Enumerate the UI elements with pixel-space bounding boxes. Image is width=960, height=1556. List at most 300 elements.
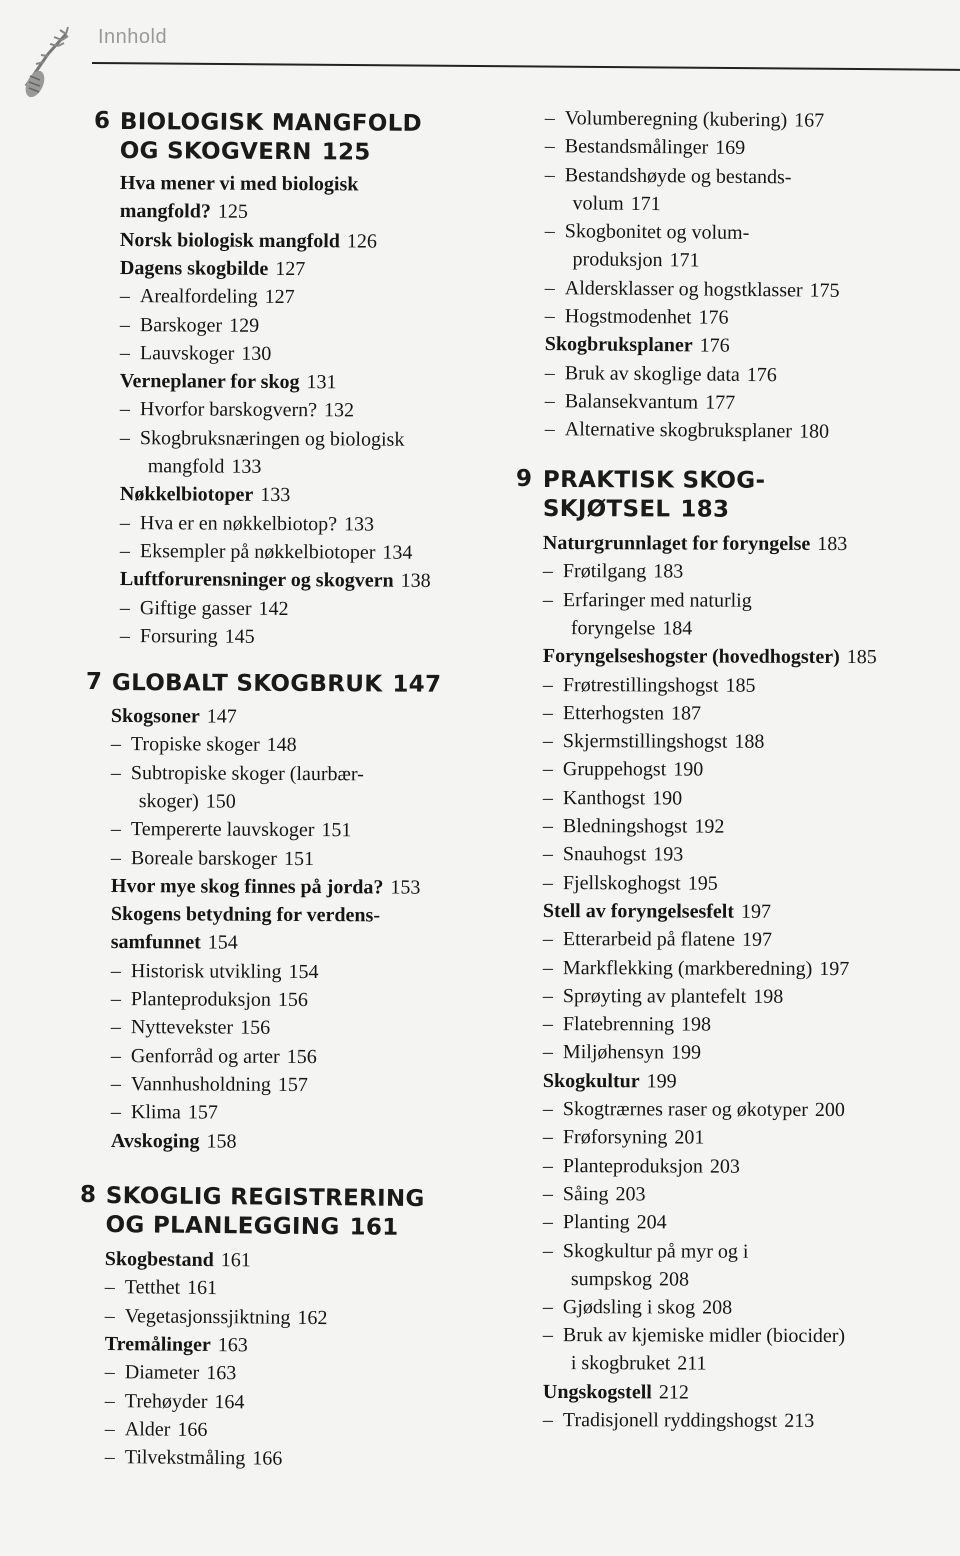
toc-entry[interactable]	[111, 1127, 237, 1156]
entry-page: 171	[630, 192, 661, 216]
toc-entry[interactable]	[111, 900, 380, 958]
entry-page: 148	[266, 734, 297, 757]
toc-subentry[interactable]	[105, 1415, 208, 1444]
dash: –	[544, 135, 555, 158]
chapter-title-text: BIOLOGISK MANGFOLD OG SKOGVERN	[119, 108, 423, 166]
toc-subentry[interactable]	[120, 537, 413, 567]
toc-subentry[interactable]	[105, 1387, 245, 1417]
entry-continuation: produksjon 171	[572, 248, 700, 272]
dash: –	[542, 1154, 553, 1177]
entry-label: Subtropiske skoger (laurbær-	[130, 761, 364, 785]
chapter-title	[543, 466, 766, 525]
chapter-title	[105, 1182, 424, 1243]
entry-page: 151	[283, 847, 315, 870]
toc-subentry[interactable]	[120, 622, 255, 651]
entry-page: 176	[746, 363, 777, 386]
dash: –	[542, 1126, 553, 1149]
entry-label: Tremålinger	[104, 1332, 211, 1356]
entry-page: 154	[288, 960, 319, 983]
entry-label: Bestandshøyde og bestands-	[564, 163, 792, 188]
toc-subentry[interactable]	[545, 387, 736, 417]
entry-label: Kanthogst	[562, 786, 646, 810]
entry-page: 213	[784, 1410, 815, 1433]
toc-entry[interactable]	[120, 367, 337, 397]
entry-label: Diameter	[124, 1361, 200, 1385]
entry-page: 187	[671, 702, 702, 725]
toc-subentry[interactable]	[111, 1013, 270, 1042]
toc-subentry[interactable]	[543, 954, 849, 983]
toc-subentry[interactable]	[105, 1302, 328, 1332]
dash: –	[542, 673, 553, 696]
entry-page: 163	[217, 1333, 248, 1357]
dash: –	[110, 1072, 121, 1095]
entry-label: Tilvekstmåling	[124, 1446, 246, 1470]
entry-page: 180	[798, 420, 830, 444]
entry-label: Fjellskoghogst	[562, 871, 681, 895]
dash: –	[110, 1016, 121, 1039]
entry-label: Skogkultur på myr og i	[562, 1239, 749, 1263]
entry-label: Snauhogst	[562, 843, 647, 866]
entry-page: 199	[646, 1070, 677, 1093]
entry-page: 203	[615, 1183, 646, 1206]
entry-label: Bledningshogst	[562, 815, 688, 838]
entry-label: Foryngelseshogster (hovedhogster)	[542, 645, 840, 669]
entry-label: Nøkkelbiotoper	[119, 483, 254, 507]
entry-label: Gjødsling i skog	[562, 1296, 696, 1319]
entry-page: 158	[206, 1130, 237, 1153]
toc-subentry[interactable]	[544, 217, 749, 276]
chapter-page: 183	[680, 496, 730, 523]
dash: –	[542, 701, 553, 724]
entry-page: 185	[725, 674, 756, 697]
dash: –	[119, 341, 130, 364]
dash: –	[542, 1409, 553, 1432]
entry-page: 156	[286, 1045, 317, 1068]
toc-subentry[interactable]	[543, 784, 682, 813]
entry-page: 199	[671, 1041, 702, 1064]
entry-label: Skogbruksplaner	[544, 333, 693, 357]
entry-page: 133	[344, 512, 375, 536]
entry-page: 166	[252, 1447, 283, 1470]
dash: –	[542, 1013, 553, 1036]
dash: –	[542, 786, 553, 809]
entry-label: Skogsoner	[110, 704, 200, 728]
entry-label: Skogkultur	[542, 1069, 640, 1093]
dash: –	[119, 596, 130, 619]
entry-label: Gruppehogst	[562, 758, 667, 781]
toc-subentry[interactable]	[545, 132, 746, 162]
entry-label: Skogbestand	[104, 1247, 214, 1272]
toc-subentry[interactable]	[111, 844, 314, 873]
entry-label: Erfaringer med naturlig	[562, 588, 752, 612]
entry-label: Alder	[124, 1417, 171, 1441]
dash: –	[544, 361, 555, 384]
entry-page: 193	[653, 843, 684, 866]
dash: –	[119, 398, 130, 421]
entry-page: 197	[742, 928, 773, 951]
entry-page: 195	[687, 872, 718, 895]
toc-subentry[interactable]	[543, 869, 718, 898]
entry-label: Klima	[130, 1101, 181, 1124]
entry-page: 125	[217, 200, 248, 224]
entry-page: 130	[241, 342, 272, 365]
toc-subentry[interactable]	[545, 415, 829, 446]
entry-page: 192	[694, 815, 725, 838]
entry-label: Tradisjonell ryddingshogst	[562, 1409, 778, 1433]
dash: –	[542, 560, 553, 583]
entry-page: 132	[324, 399, 355, 422]
entry-continuation: foryngelse 184	[570, 616, 693, 640]
entry-label: Tetthet	[124, 1276, 181, 1300]
entry-page: 131	[306, 371, 337, 394]
toc-subentry[interactable]	[120, 311, 259, 340]
entry-page: 176	[698, 306, 729, 329]
entry-label: Etterhogsten	[562, 701, 665, 725]
dash: –	[544, 106, 555, 130]
entry-label: Etterarbeid på flatene	[562, 928, 736, 951]
dash: –	[104, 1361, 115, 1384]
toc-entry[interactable]	[120, 565, 431, 595]
toc-subentry[interactable]	[545, 302, 729, 332]
entry-page: 204	[636, 1211, 667, 1234]
entry-label: Verneplaner for skog	[119, 370, 300, 394]
entry-label: Volumberegning (kubering)	[564, 107, 788, 132]
dash: –	[542, 588, 553, 611]
entry-label: Tempererte lauvskoger	[130, 818, 315, 842]
toc-subentry[interactable]	[111, 815, 352, 845]
toc-subentry[interactable]	[543, 1237, 749, 1294]
toc-subentry[interactable]	[120, 339, 272, 368]
entry-page: 126	[346, 229, 378, 253]
dash: –	[119, 511, 130, 534]
toc-entry[interactable]	[545, 330, 730, 360]
toc-subentry[interactable]	[543, 1010, 711, 1039]
toc-entry[interactable]	[543, 642, 877, 671]
dash: –	[542, 1211, 553, 1234]
entry-page: 145	[224, 625, 255, 648]
entry-label: Frøtrestillingshogst	[562, 673, 719, 697]
dash: –	[104, 1446, 115, 1469]
entry-continuation: skoger) 150	[138, 790, 236, 813]
toc-subentry[interactable]	[120, 509, 374, 539]
entry-page: 198	[753, 985, 784, 1008]
chapter-page: 125	[321, 139, 371, 166]
entry-continuation: mangfold? 125	[119, 200, 248, 224]
entry-page: 208	[658, 1268, 690, 1291]
entry-label: Alternative skogbruksplaner	[564, 418, 793, 443]
dash: –	[110, 1044, 121, 1067]
entry-label: Vannhusholdning	[130, 1072, 271, 1096]
toc-subentry[interactable]	[543, 1123, 705, 1152]
dash: –	[119, 539, 130, 562]
entry-label: Hva mener vi med biologisk	[119, 171, 359, 196]
toc-subentry[interactable]	[105, 1443, 283, 1473]
chapter-title-text: SKOGLIG REGISTRERING OG PLANLEGGING	[105, 1183, 425, 1241]
entry-page: 153	[390, 876, 421, 899]
toc-entry[interactable]	[543, 1378, 689, 1407]
entry-page: 197	[819, 957, 850, 980]
dash: –	[544, 305, 555, 328]
entry-page: 208	[702, 1296, 733, 1319]
toc-subentry[interactable]	[543, 557, 683, 586]
toc-entry[interactable]	[105, 1245, 251, 1275]
toc-subentry[interactable]	[111, 957, 319, 986]
toc-entry[interactable]	[543, 529, 847, 558]
toc-entry[interactable]	[105, 1330, 248, 1360]
toc-subentry[interactable]	[544, 161, 791, 220]
dash: –	[542, 1041, 553, 1064]
entry-label: Barskoger	[139, 313, 223, 337]
entry-label: Lauvskoger	[139, 341, 235, 365]
entry-label: Hogstmodenhet	[564, 305, 692, 329]
entry-label: Hva er en nøkkelbiotop?	[139, 511, 338, 535]
entry-label: Miljøhensyn	[562, 1041, 665, 1064]
toc-subentry[interactable]	[111, 1098, 218, 1127]
entry-page: 211	[677, 1353, 707, 1376]
toc-subentry[interactable]	[543, 1180, 646, 1209]
dash: –	[544, 220, 555, 243]
entry-page: 142	[258, 597, 289, 620]
entry-label: Naturgrunnlaget for foryngelse	[542, 532, 811, 555]
dash: –	[542, 1239, 553, 1262]
entry-page: 138	[400, 569, 431, 593]
toc-subentry[interactable]	[105, 1358, 237, 1388]
toc-subentry[interactable]	[545, 359, 777, 390]
chapter-number: 9	[516, 466, 533, 492]
entry-label: Arealfordeling	[139, 285, 258, 309]
dash: –	[542, 871, 553, 894]
dash: –	[110, 1101, 121, 1124]
toc-entry[interactable]	[120, 226, 377, 256]
entry-label: Genforråd og arter	[130, 1044, 280, 1068]
toc-subentry[interactable]	[120, 594, 289, 623]
entry-page: 161	[220, 1249, 251, 1272]
toc-subentry[interactable]	[543, 1038, 701, 1067]
entry-page: 203	[709, 1155, 740, 1178]
toc-entry[interactable]	[120, 480, 291, 509]
entry-label: Skjermstillingshogst	[562, 730, 728, 753]
entry-label: Balansekvantum	[564, 390, 699, 414]
toc-subentry[interactable]	[545, 274, 840, 305]
toc-entry[interactable]	[111, 872, 421, 902]
entry-page: 201	[674, 1126, 705, 1149]
toc-subentry[interactable]	[543, 1293, 732, 1322]
entry-page: 154	[207, 931, 238, 955]
entry-continuation: samfunnet 154	[110, 931, 238, 955]
entry-label: Tropiske skoger	[130, 733, 260, 757]
entry-page: 183	[817, 532, 848, 556]
toc-subentry[interactable]	[543, 727, 765, 756]
entry-page: 190	[652, 787, 683, 810]
dash: –	[542, 758, 553, 781]
dash: –	[544, 418, 555, 441]
toc-subentry[interactable]	[543, 586, 752, 643]
toc-subentry[interactable]	[120, 395, 354, 425]
header-title: Innhold	[98, 26, 168, 48]
entry-page: 169	[715, 136, 746, 160]
chapter-number: 8	[80, 1182, 97, 1208]
dash: –	[542, 1296, 553, 1319]
dash: –	[119, 426, 130, 449]
entry-label: Norsk biologisk mangfold	[119, 228, 341, 252]
dash: –	[110, 987, 121, 1011]
toc-subentry[interactable]	[111, 985, 308, 1014]
entry-page: 161	[187, 1277, 218, 1300]
entry-label: Planting	[562, 1211, 630, 1234]
toc-entry[interactable]	[543, 897, 771, 926]
entry-label: Vegetasjonssjiktning	[124, 1304, 291, 1329]
toc-subentry[interactable]	[111, 1042, 317, 1071]
entry-page: 176	[699, 334, 730, 358]
toc-entry[interactable]	[120, 254, 306, 283]
entry-page: 184	[662, 617, 693, 640]
entry-page: 127	[275, 257, 306, 281]
toc-subentry[interactable]	[111, 1070, 308, 1099]
entry-label: Flatebrenning	[562, 1013, 675, 1036]
entry-page: 183	[653, 560, 684, 583]
entry-page: 151	[321, 819, 352, 842]
toc-entry[interactable]	[543, 1067, 677, 1096]
entry-page: 163	[206, 1362, 237, 1385]
entry-label: Eksempler på nøkkelbiotoper	[139, 540, 376, 564]
toc-subentry[interactable]	[543, 1095, 845, 1124]
entry-label: Planteproduksjon	[562, 1154, 703, 1178]
entry-continuation: volum 171	[572, 192, 661, 216]
entry-page: 188	[734, 730, 765, 753]
toc-subentry[interactable]	[543, 1208, 667, 1237]
entry-label: Markflekking (markberedning)	[562, 956, 813, 980]
entry-page: 134	[382, 541, 413, 564]
entry-page: 133	[260, 484, 291, 507]
entry-label: Skogbruksnæringen og biologisk	[139, 426, 405, 451]
dash: –	[542, 984, 553, 1007]
entry-label: Bestandsmålinger	[564, 135, 709, 159]
entry-label: Frøforsyning	[562, 1126, 668, 1149]
toc-subentry[interactable]	[543, 755, 703, 784]
dash: –	[119, 285, 130, 308]
entry-label: Trehøyder	[124, 1389, 208, 1413]
dash: –	[542, 815, 553, 838]
dash: –	[544, 276, 555, 299]
toc-subentry[interactable]	[543, 925, 772, 954]
entry-page: 166	[177, 1418, 208, 1441]
entry-page: 157	[277, 1073, 308, 1096]
dash: –	[542, 730, 553, 753]
entry-label: Hvor mye skog finnes på jorda?	[110, 874, 384, 899]
toc-subentry[interactable]	[120, 424, 405, 482]
entry-label: Ungskogstell	[542, 1381, 652, 1404]
entry-page: 197	[740, 900, 772, 923]
toc-subentry[interactable]	[120, 282, 295, 311]
dash: –	[110, 818, 121, 841]
entry-page: 147	[206, 705, 237, 728]
toc-subentry[interactable]	[543, 812, 725, 841]
entry-page: 150	[205, 790, 236, 813]
page-header	[0, 0, 960, 80]
entry-page: 129	[229, 314, 260, 337]
entry-label: Planteproduksjon	[130, 988, 271, 1011]
header-divider	[92, 62, 960, 71]
entry-page: 162	[297, 1306, 328, 1329]
dash: –	[542, 1324, 553, 1347]
entry-continuation: sumpskog 208	[570, 1267, 690, 1291]
entry-label: Frøtilgang	[562, 560, 647, 583]
entry-page: 171	[669, 249, 700, 272]
dash: –	[542, 956, 553, 979]
entry-page: 198	[681, 1013, 712, 1036]
toc-subentry[interactable]	[543, 1406, 814, 1435]
entry-label: Såing	[562, 1182, 609, 1206]
entry-label: Bruk av kjemiske midler (biocider)	[562, 1324, 846, 1348]
chapter-title-text: GLOBALT SKOGBRUK	[111, 670, 383, 698]
toc-entry[interactable]	[111, 702, 237, 731]
toc-subentry[interactable]	[543, 1321, 845, 1379]
toc-subentry[interactable]	[543, 840, 683, 869]
chapter-page: 161	[349, 1214, 399, 1241]
entry-continuation: mangfold 133	[147, 455, 262, 478]
entry-continuation: i skogbruket 211	[570, 1352, 707, 1376]
dash: –	[542, 1098, 553, 1121]
dash: –	[119, 624, 130, 647]
toc-subentry[interactable]	[543, 1152, 740, 1181]
dash: –	[542, 843, 553, 866]
toc-subentry[interactable]	[543, 671, 756, 700]
chapter-title	[112, 669, 442, 700]
entry-label: Sprøyting av plantefelt	[562, 984, 747, 1008]
entry-page: 164	[214, 1390, 245, 1413]
chapter-number: 6	[94, 108, 111, 134]
entry-page: 156	[240, 1016, 271, 1040]
entry-label: Nyttevekster	[130, 1016, 234, 1039]
entry-label: Luftforurensninger og skogvern	[119, 568, 394, 592]
dash: –	[110, 959, 121, 982]
entry-label: Giftige gasser	[139, 596, 252, 620]
toc-subentry[interactable]	[111, 730, 297, 759]
entry-page: 190	[673, 758, 704, 781]
toc-subentry[interactable]	[543, 699, 701, 728]
entry-label: Hvorfor barskogvern?	[139, 398, 318, 422]
toc-subentry[interactable]	[111, 759, 364, 817]
entry-page: 200	[814, 1098, 845, 1122]
entry-page: 175	[809, 279, 840, 302]
toc-entry[interactable]	[120, 169, 359, 227]
entry-page: 156	[277, 988, 308, 1012]
toc-subentry[interactable]	[545, 104, 825, 135]
entry-page: 185	[846, 646, 877, 669]
dash: –	[542, 928, 553, 951]
entry-label: Skogens betydning for verdens-	[110, 903, 381, 927]
dash: –	[110, 761, 121, 784]
entry-page: 167	[794, 109, 825, 132]
dash: –	[110, 733, 121, 756]
entry-page: 212	[658, 1381, 689, 1404]
entry-page: 177	[705, 391, 736, 414]
dash: –	[544, 163, 555, 186]
dash: –	[104, 1304, 115, 1327]
entry-page: 127	[264, 286, 295, 309]
toc-subentry[interactable]	[543, 982, 783, 1011]
entry-label: Boreale barskoger	[130, 846, 278, 870]
chapter-page: 147	[392, 671, 442, 698]
dash: –	[104, 1417, 115, 1440]
entry-label: Dagens skogbilde	[119, 256, 269, 280]
entry-label: Skogtrærnes raser og økotyper	[562, 1098, 808, 1121]
entry-label: Avskoging	[110, 1129, 200, 1152]
entry-label: Skogbonitet og volum-	[564, 220, 750, 245]
toc-subentry[interactable]	[105, 1273, 218, 1302]
dash: –	[119, 313, 130, 336]
entry-label: Historisk utvikling	[130, 959, 282, 983]
